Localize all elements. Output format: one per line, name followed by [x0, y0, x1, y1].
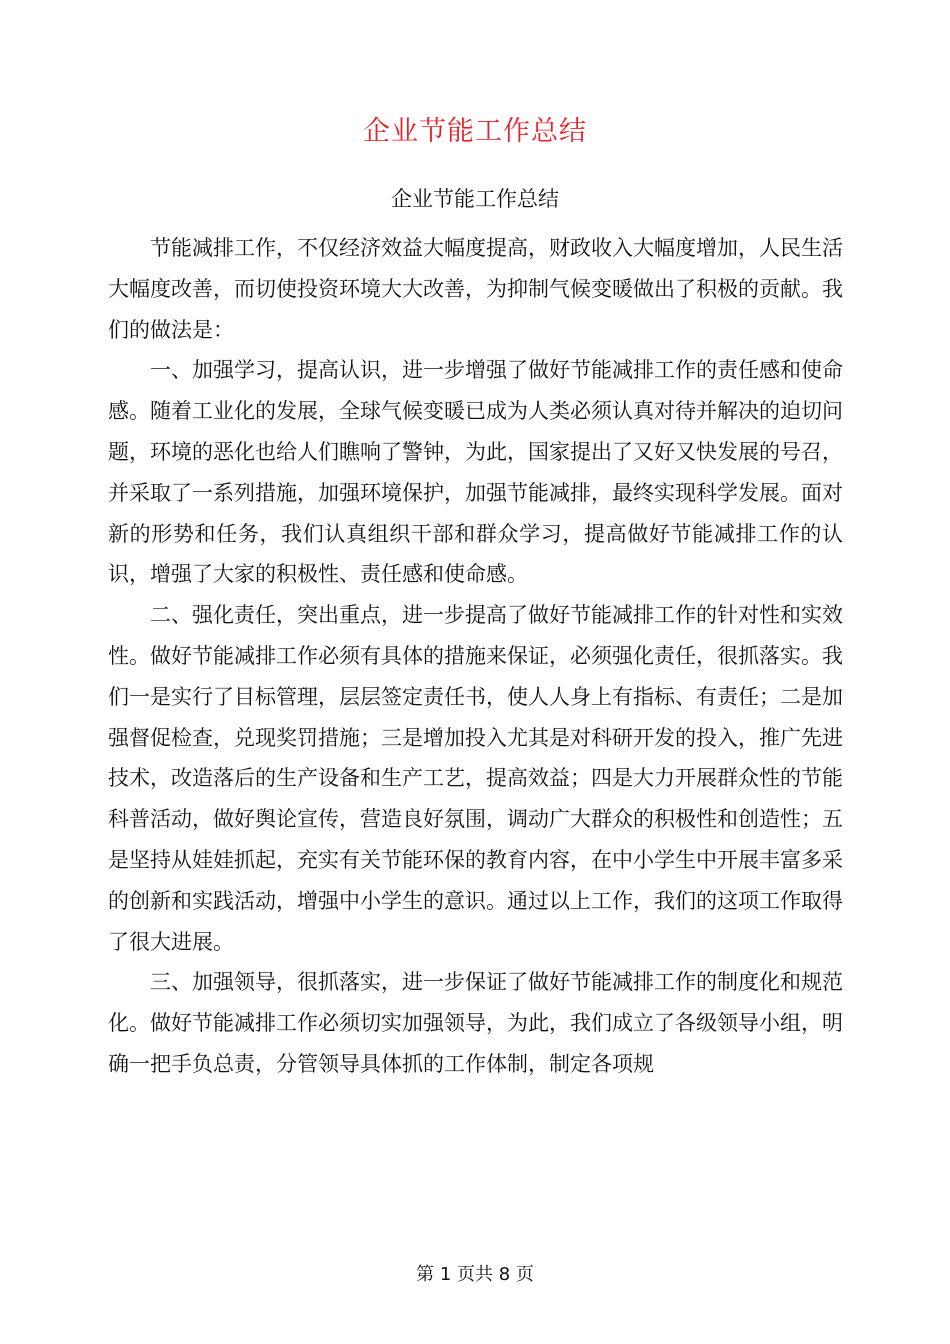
- paragraph-section-3: 三、加强领导，很抓落实，进一步保证了做好节能减排工作的制度化和规范化。做好节能减排工作必须切实加强领导，为此，我们成立了各级领导小组，明确一把手负总责，分管领导具体抓的工作体制，制定各项规: [108, 970, 843, 1076]
- paragraph-section-1: 一、加强学习，提高认识，进一步增强了做好节能减排工作的责任感和使命感。随着工业化的发展，全球气候变暖已成为人类必须认真对待并解决的迫切问题，环境的恶化也给人们瞧响了警钟，为此，国家提出了又好又快发展的号召，并采取了一系列措施，加强环境保护，加强节能减排，最终实现科学发展。面对新的形势和任务，我们认真组织干部和群众学习，提高做好节能减排工作的认识，增强了大家的积极性、责任感和使命感。: [108, 358, 843, 587]
- document-title: 企业节能工作总结: [363, 116, 587, 147]
- document-body: [108, 228, 843, 1085]
- paragraph-section-2: 二、强化责任，突出重点，进一步提高了做好节能减排工作的针对性和实效性。做好节能减排工作必须有具体的措施来保证，必须强化责任，很抓落实。我们一是实行了目标管理，层层签定责任书，使人人身上有指标、有责任；二是加强督促检查，兑现奖罚措施；三是增加投入尤其是对科研开发的投入，推广先进技术，改造落后的生产设备和生产工艺，提高效益；四是大力开展群众性的节能科普活动，做好舆论宣传，营造良好氛围，调动广大群众的积极性和创造性；五是坚持从娃娃抓起，充实有关节能环保的教育内容，在中小学生中开展丰富多采的创新和实践活动，增强中小学生的意识。通过以上工作，我们的这项工作取得了很大进展。: [108, 603, 843, 954]
- paragraph-intro: 节能减排工作，不仅经济效益大幅度提高，财政收入大幅度增加，人民生活大幅度改善，而切使投资环境大大改善，为抑制气候变暖做出了积极的贡献。我们的做法是：: [108, 236, 843, 342]
- page-footer: 第 1 页共 8 页: [416, 1264, 534, 1285]
- document-subtitle: 企业节能工作总结: [391, 187, 559, 211]
